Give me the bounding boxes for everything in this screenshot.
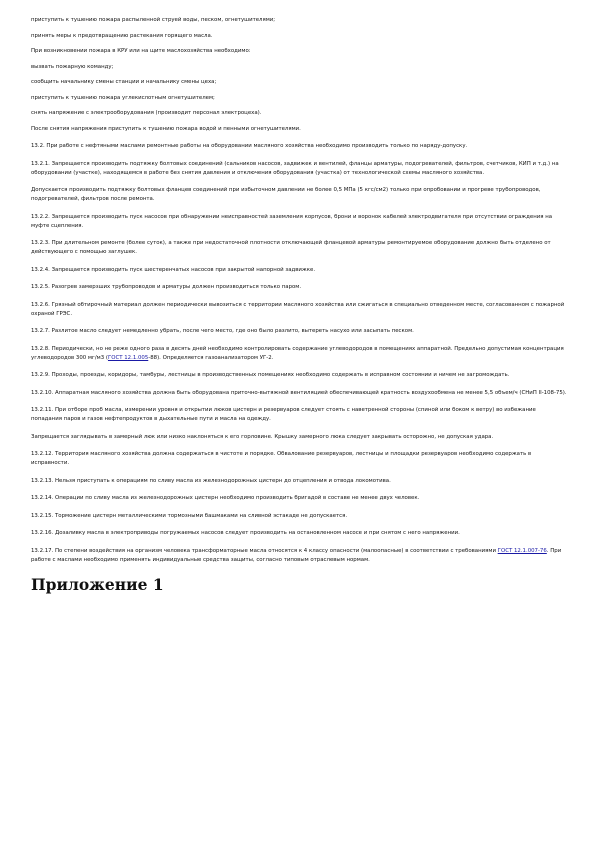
paragraph-text: 13.2.7. Разлитое масло следует немедленно убрать, после чего место, где оно было разлито, вытереть насухо или засыпать песком.: [31, 328, 414, 334]
paragraph-text: сообщить начальнику смены станции и начальнику смены цеха;: [31, 79, 217, 85]
paragraph-7: [31, 109, 567, 118]
paragraph-text: 13.2.13. Нельзя приступать к операциям по сливу масла из железнодорожных цистерн до отцепления и отвода локомотива.: [31, 477, 391, 484]
paragraph-1: [31, 16, 567, 25]
paragraph-text: 13.2.15. Торможение цистерн металлическими тормозными башмаками на сливной эстакаде не допускается.: [31, 512, 348, 519]
paragraph-text: 13.2.4. Запрещается производить пуск шестеренчатых насосов при закрытой напорной задвижке.: [31, 266, 316, 273]
paragraph-text: приступить к тушению пожара распыленной струей воды, песком, огнетушителями;: [31, 17, 276, 23]
paragraph-6: [31, 94, 567, 103]
paragraph-text: 13.2.3. При длительном ремонте (более суток), а также при недостаточной плотности отключающей фланцевой арматуры ремонтируемое оборудование должно быть отделено от действующего с помощью заглушек.: [31, 240, 551, 255]
paragraph-text: вызвать пожарную команду;: [31, 63, 114, 70]
paragraph-18: [31, 345, 567, 363]
appendix-heading: Приложение 1: [31, 574, 164, 594]
paragraph-3: [31, 47, 567, 56]
paragraph-28: [31, 547, 567, 565]
paragraph-text: 13.2.5. Разогрев замерзших трубопроводов и арматуры должен производиться только паром.: [31, 284, 302, 290]
paragraph-text: После снятия напряжения приступить к тушению пожара водой и пенными огнетушителями.: [31, 125, 301, 132]
paragraph-12: [31, 213, 567, 231]
paragraph-text: приступить к тушению пожара углекислотным огнетушителем;: [31, 94, 215, 101]
paragraph-text: 13.2.14. Операции по сливу масла из железнодорожных цистерн необходимо производить бригадой в составе не менее двух человек.: [31, 495, 420, 501]
paragraph-23: [31, 450, 567, 468]
paragraph-text: -88). Определяется газоанализатором УГ-2.: [148, 354, 274, 361]
paragraph-13: [31, 239, 567, 257]
paragraph-text: . При работе с маслами необходимо применять индивидуальные средства защиты, согласно типовым отраслевым нормам.: [31, 547, 562, 563]
paragraph-5: [31, 78, 567, 87]
paragraph-22: [31, 433, 567, 442]
paragraph-text: 13.2.12. Территория масляного хозяйства должна содержаться в чистоте и порядке. Обвалование резервуаров, лестницы и площадки резервуаров необходимо содержать в исправности.: [31, 451, 532, 466]
paragraph-16: [31, 301, 567, 319]
paragraph-26: [31, 512, 567, 521]
document-page: [31, 16, 567, 595]
paragraph-27: [31, 529, 567, 538]
paragraph-19: [31, 371, 567, 380]
paragraph-text: 13.2.1. Запрещается производить подтяжку болтовых соединений (сальников насосов, задвижек и вентилей, фланцы арматуры, подогревателей, фильтров, счетчиков, КИП и т.д.) на оборудовании (участке), находящемся в работе без снятия давления и отключения оборудования (участка) от технологической схемы масляного хозяйства.: [31, 160, 559, 176]
paragraph-20: [31, 389, 567, 398]
paragraph-text: 13.2.8. Периодически, но не реже одного раза в десять дней необходимо контролировать содержание углеводородов в помещениях аппаратной. Предельно допустимая концентрация углеводородов 300 мг/м3 (: [31, 345, 564, 361]
paragraph-10: [31, 160, 567, 178]
paragraph-17: [31, 327, 567, 336]
paragraph-text: снять напряжение с электрооборудования (производит персонал электроцеха).: [31, 110, 262, 116]
paragraph-24: [31, 477, 567, 486]
paragraph-text: 13.2.17. По степени воздействия на организм человека трансформаторные масла относятся к 4 классу опасности (малоопасные) в соответствии с требованиями: [31, 547, 498, 554]
paragraph-25: [31, 494, 567, 503]
paragraph-text: 13.2.11. При отборе проб масла, измерении уровня и открытии люков цистерн и резервуаров следует стоять с наветренной стороны (спиной или боком к ветру) во избежание попадания паров и газов нефтепродуктов в дыхательные пути и масла на одежду.: [31, 407, 536, 422]
paragraph-text: 13.2.10. Аппаратная масляного хозяйства должна быть оборудована приточно-вытяжной вентиляцией обеспечивающей кратность воздухообмена не менее 5,5 объем/ч (СНиП II-108-75).: [31, 389, 567, 396]
paragraph-11: [31, 186, 567, 204]
paragraph-15: [31, 283, 567, 292]
paragraph-text: При возникновении пожара в КРУ или на щите маслохозяйства необходимо:: [31, 48, 251, 54]
gost-12-1-005-link[interactable]: ГОСТ 12.1.005: [107, 354, 149, 361]
paragraph-4: [31, 63, 567, 72]
paragraph-text: Запрещается заглядывать в замерный люк или низко наклоняться к его горловине. Крышку замерного люка следует закрывать осторожно, не допуская удара.: [31, 433, 494, 440]
paragraph-text: 13.2.2. Запрещается производить пуск насосов при обнаружении неисправностей заземления корпусов, брони и воронок кабелей электродвигателя при отсутствии ограждения на муфте сцепления.: [31, 213, 553, 229]
paragraph-text: Допускается производить подтяжку болтовых фланцев соединений при избыточном давлении не более 0,5 МПа (5 кгс/см2) только при опробовании и прогреве трубопроводов, подогревателей, фильтров после ремонта.: [31, 187, 541, 202]
paragraph-text: принять меры к предотвращению растекания горящего масла.: [31, 32, 213, 39]
paragraph-text: 13.2.6. Грязный обтирочный материал должен периодически вывозиться с территории масляного хозяйства или сжигаться в специально отведенном месте, согласованном с пожарной охраной ГРЭС.: [31, 301, 565, 317]
paragraph-text: 13.2.16. Дозаливку масла в электроприводы погружаемых насосов следует производить на остановленном насосе и при снятом с него напряжении.: [31, 530, 460, 536]
paragraph-2: [31, 32, 567, 41]
paragraph-text: 13.2.9. Проходы, проезды, коридоры, тамбуры, лестницы в производственных помещениях необходимо содержать в исправном состоянии и ничем не загромождать.: [31, 372, 510, 378]
paragraph-text: 13.2. При работе с нефтяными маслами ремонтные работы на оборудовании масляного хозяйства необходимо производить только по наряду-допуску.: [31, 143, 468, 149]
paragraph-9: [31, 142, 567, 151]
gost-12-1-007-link[interactable]: ГОСТ 12.1.007-76: [497, 547, 547, 554]
paragraph-21: [31, 406, 567, 424]
paragraph-8: [31, 125, 567, 134]
paragraph-14: [31, 266, 567, 275]
